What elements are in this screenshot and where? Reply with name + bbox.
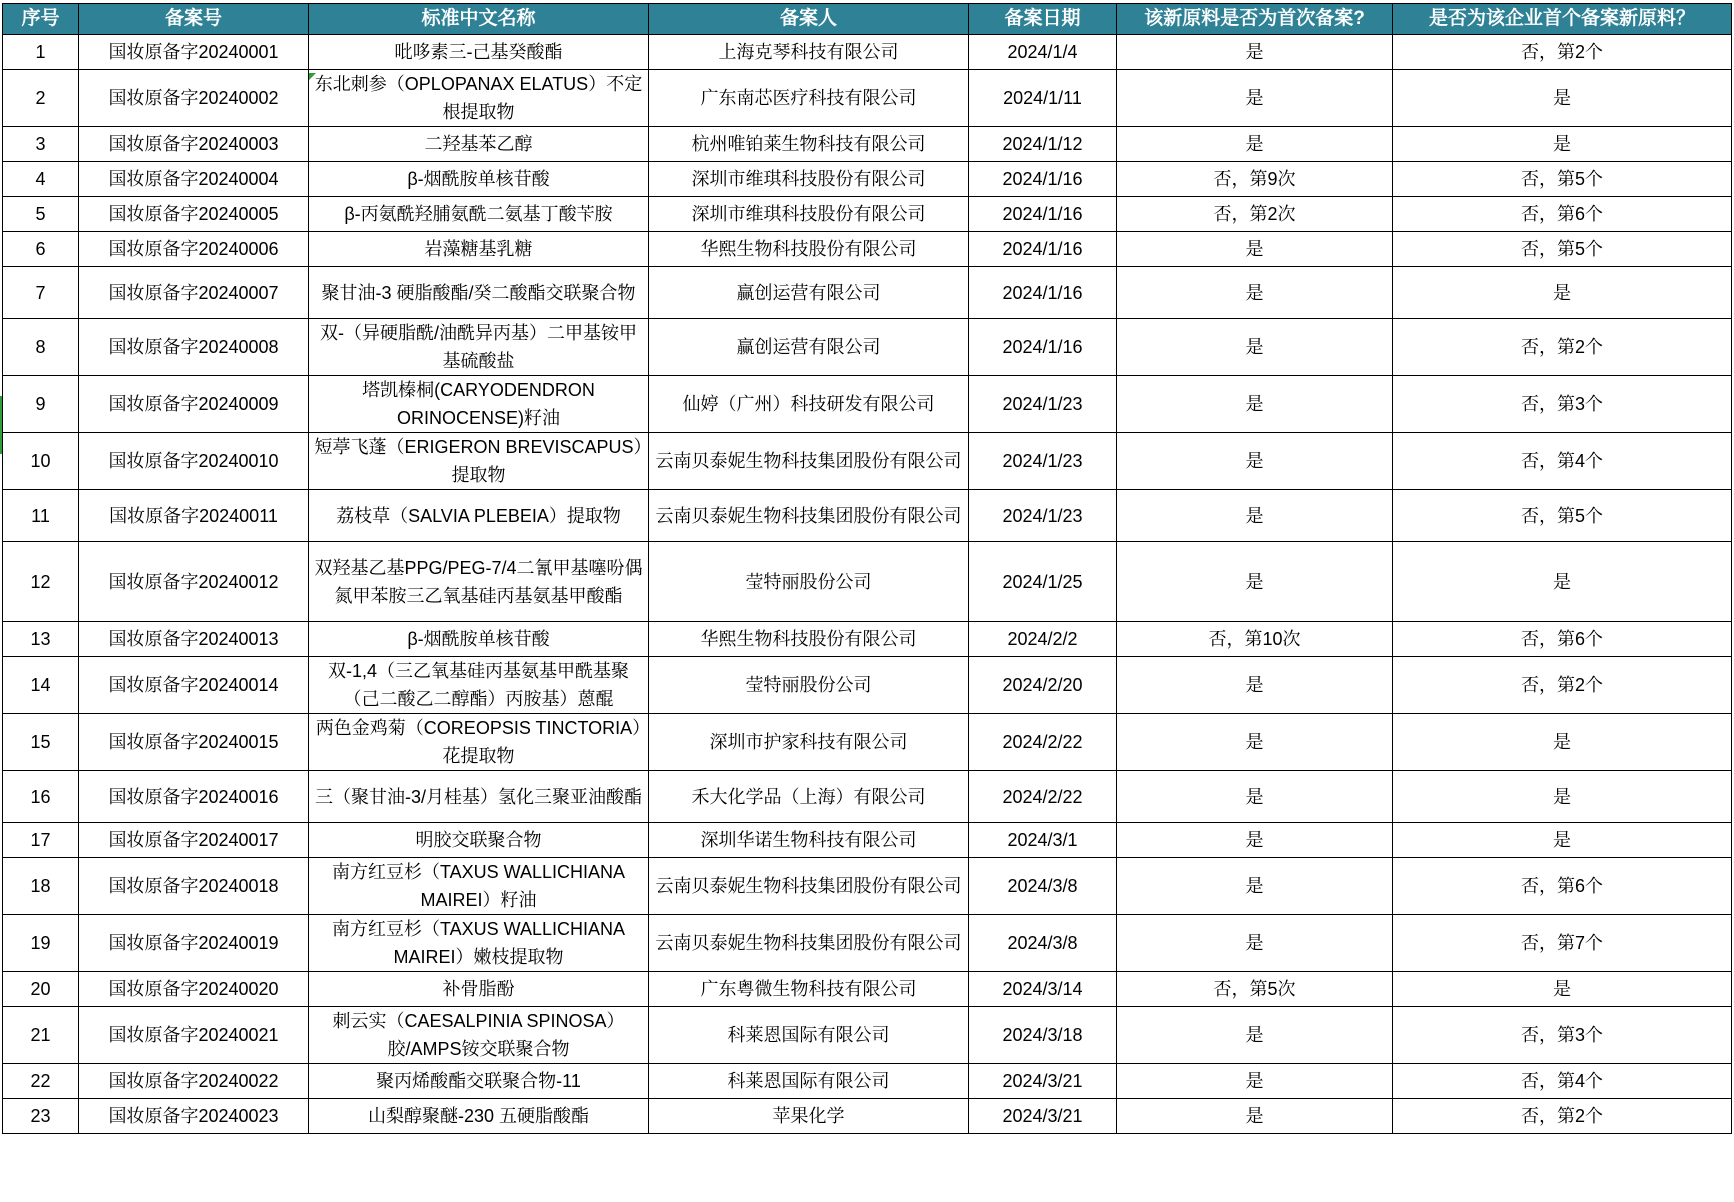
cell-chinese-name[interactable]: 聚甘油-3 硬脂酸酯/癸二酸酯交联聚合物 [309,267,649,319]
cell-first-filing[interactable]: 是 [1117,376,1393,433]
cell-applicant[interactable]: 苹果化学 [649,1099,969,1134]
cell-filing-number[interactable]: 国妆原备字20240011 [79,490,309,542]
cell-first-filing[interactable]: 是 [1117,490,1393,542]
cell-filing-date[interactable]: 2024/1/23 [969,490,1117,542]
cell-first-company-material[interactable]: 否，第2个 [1393,319,1732,376]
table-row [3,267,1732,319]
cell-filing-date[interactable]: 2024/1/16 [969,319,1117,376]
cell-chinese-name[interactable]: 塔凯榛桐(CARYODENDRON ORINOCENSE)籽油 [309,376,649,433]
cell-index[interactable]: 1 [3,35,79,70]
cell-applicant[interactable]: 禾大化学品（上海）有限公司 [649,771,969,823]
cell-applicant[interactable]: 杭州唯铂莱生物科技有限公司 [649,127,969,162]
cell-applicant[interactable]: 华熙生物科技股份有限公司 [649,622,969,657]
cell-first-filing[interactable]: 是 [1117,1099,1393,1134]
cell-first-company-material[interactable]: 是 [1393,771,1732,823]
cell-chinese-name[interactable]: 补骨脂酚 [309,972,649,1007]
table-row [3,490,1732,542]
cell-filing-date[interactable]: 2024/2/22 [969,771,1117,823]
table-row [3,823,1732,858]
table-row [3,771,1732,823]
cell-applicant[interactable]: 深圳市维琪科技股份有限公司 [649,162,969,197]
table-row [3,542,1732,622]
cell-filing-date[interactable]: 2024/3/1 [969,823,1117,858]
cell-first-company-material[interactable]: 否，第5个 [1393,232,1732,267]
cell-chinese-name[interactable]: β-烟酰胺单核苷酸 [309,622,649,657]
cell-chinese-name[interactable]: 荔枝草（SALVIA PLEBEIA）提取物 [309,490,649,542]
cell-first-company-material[interactable]: 否，第3个 [1393,376,1732,433]
cell-first-filing[interactable]: 是 [1117,771,1393,823]
cell-first-company-material[interactable]: 是 [1393,972,1732,1007]
cell-first-company-material[interactable]: 否，第5个 [1393,490,1732,542]
table-row [3,657,1732,714]
cell-first-filing[interactable]: 是 [1117,232,1393,267]
cell-filing-number[interactable]: 国妆原备字20240003 [79,127,309,162]
table-row [3,319,1732,376]
cell-filing-date[interactable]: 2024/3/8 [969,858,1117,915]
header-first-company-material[interactable]: 是否为该企业首个备案新原料？ [1393,4,1732,35]
cell-filing-date[interactable]: 2024/1/4 [969,35,1117,70]
cell-filing-date[interactable]: 2024/2/20 [969,657,1117,714]
cell-applicant[interactable]: 深圳华诺生物科技有限公司 [649,823,969,858]
cell-filing-date[interactable]: 2024/3/18 [969,1007,1117,1064]
header-chinese-name[interactable]: 标准中文名称 [309,4,649,35]
cell-first-filing[interactable]: 是 [1117,267,1393,319]
header-filing-date[interactable]: 备案日期 [969,4,1117,35]
table-row [3,622,1732,657]
cell-filing-date[interactable]: 2024/1/16 [969,267,1117,319]
table-row [3,35,1732,70]
header-applicant[interactable]: 备案人 [649,4,969,35]
cell-index[interactable]: 16 [3,771,79,823]
cell-filing-date[interactable]: 2024/1/16 [969,232,1117,267]
cell-applicant[interactable]: 莹特丽股份公司 [649,542,969,622]
cell-applicant[interactable]: 莹特丽股份公司 [649,657,969,714]
cell-applicant[interactable]: 上海克琴科技有限公司 [649,35,969,70]
cell-filing-number[interactable]: 国妆原备字20240018 [79,858,309,915]
cell-applicant[interactable]: 云南贝泰妮生物科技集团股份有限公司 [649,858,969,915]
table-body [3,35,1732,1134]
cell-first-company-material[interactable]: 否，第6个 [1393,197,1732,232]
table-row [3,1007,1732,1064]
cell-index[interactable]: 5 [3,197,79,232]
cell-first-company-material[interactable]: 是 [1393,542,1732,622]
cell-filing-date[interactable]: 2024/1/23 [969,376,1117,433]
cell-first-company-material[interactable]: 否，第4个 [1393,433,1732,490]
cell-first-company-material[interactable]: 是 [1393,714,1732,771]
cell-chinese-name[interactable]: 双羟基乙基PPG/PEG-7/4二氰甲基噻吩偶氮甲苯胺三乙氧基硅丙基氨基甲酸酯 [309,542,649,622]
cell-index[interactable]: 22 [3,1064,79,1099]
cell-index[interactable]: 14 [3,657,79,714]
cell-index[interactable]: 10 [3,433,79,490]
cell-filing-date[interactable]: 2024/1/25 [969,542,1117,622]
cell-filing-date[interactable]: 2024/3/21 [969,1064,1117,1099]
cell-filing-number[interactable]: 国妆原备字20240013 [79,622,309,657]
cell-first-company-material[interactable]: 是 [1393,267,1732,319]
table-row [3,127,1732,162]
cell-first-company-material[interactable]: 是 [1393,127,1732,162]
cell-applicant[interactable]: 赢创运营有限公司 [649,319,969,376]
cell-chinese-name[interactable]: 南方红豆杉（TAXUS WALLICHIANA MAIREI）籽油 [309,858,649,915]
cell-first-filing[interactable]: 否，第2次 [1117,197,1393,232]
cell-first-filing[interactable]: 是 [1117,657,1393,714]
cell-index[interactable]: 23 [3,1099,79,1134]
cell-filing-date[interactable]: 2024/2/2 [969,622,1117,657]
cell-first-filing[interactable]: 是 [1117,35,1393,70]
cell-filing-number[interactable]: 国妆原备字20240005 [79,197,309,232]
cell-filing-number[interactable]: 国妆原备字20240009 [79,376,309,433]
cell-applicant[interactable]: 云南贝泰妮生物科技集团股份有限公司 [649,915,969,972]
cell-filing-number[interactable]: 国妆原备字20240019 [79,915,309,972]
cell-first-filing[interactable]: 否，第5次 [1117,972,1393,1007]
cell-filing-date[interactable]: 2024/1/23 [969,433,1117,490]
table-row [3,433,1732,490]
cell-filing-number[interactable]: 国妆原备字20240001 [79,35,309,70]
cell-index[interactable]: 20 [3,972,79,1007]
cell-first-company-material[interactable]: 否，第3个 [1393,1007,1732,1064]
cell-first-filing[interactable]: 是 [1117,1007,1393,1064]
cell-filing-number[interactable]: 国妆原备字20240016 [79,771,309,823]
table-row [3,858,1732,915]
cell-index[interactable]: 6 [3,232,79,267]
cell-index[interactable]: 19 [3,915,79,972]
cell-chinese-name[interactable]: 二羟基苯乙醇 [309,127,649,162]
cell-chinese-name[interactable]: 三（聚甘油-3/月桂基）氢化三聚亚油酸酯 [309,771,649,823]
cell-applicant[interactable]: 科莱恩国际有限公司 [649,1007,969,1064]
header-first-filing[interactable]: 该新原料是否为首次备案? [1117,4,1393,35]
table-row [3,376,1732,433]
cell-filing-date[interactable]: 2024/1/11 [969,70,1117,127]
cell-applicant[interactable]: 云南贝泰妮生物科技集团股份有限公司 [649,490,969,542]
cell-filing-number[interactable]: 国妆原备字20240023 [79,1099,309,1134]
cell-index[interactable]: 8 [3,319,79,376]
cell-first-filing[interactable]: 否，第9次 [1117,162,1393,197]
cell-chinese-name[interactable]: 双-（异硬脂酰/油酰异丙基）二甲基铵甲基硫酸盐 [309,319,649,376]
cell-filing-date[interactable]: 2024/3/14 [969,972,1117,1007]
cell-first-filing[interactable]: 是 [1117,915,1393,972]
cell-index[interactable]: 17 [3,823,79,858]
cell-filing-number[interactable]: 国妆原备字20240017 [79,823,309,858]
cell-index[interactable]: 15 [3,714,79,771]
cell-first-company-material[interactable]: 否，第7个 [1393,915,1732,972]
cell-chinese-name[interactable]: 聚丙烯酸酯交联聚合物-11 [309,1064,649,1099]
cell-index[interactable]: 4 [3,162,79,197]
table-row [3,197,1732,232]
cell-applicant[interactable]: 赢创运营有限公司 [649,267,969,319]
cell-applicant[interactable]: 深圳市维琪科技股份有限公司 [649,197,969,232]
cell-first-company-material[interactable]: 否，第6个 [1393,622,1732,657]
cell-filing-date[interactable]: 2024/3/8 [969,915,1117,972]
cell-applicant[interactable]: 云南贝泰妮生物科技集团股份有限公司 [649,433,969,490]
cell-filing-date[interactable]: 2024/2/22 [969,714,1117,771]
cell-filing-number[interactable]: 国妆原备字20240014 [79,657,309,714]
cell-filing-number[interactable]: 国妆原备字20240022 [79,1064,309,1099]
cell-filing-number[interactable]: 国妆原备字20240002 [79,70,309,127]
cell-applicant[interactable]: 科莱恩国际有限公司 [649,1064,969,1099]
cell-first-filing[interactable]: 是 [1117,127,1393,162]
cell-chinese-name[interactable]: 明胶交联聚合物 [309,823,649,858]
cell-index[interactable]: 2 [3,70,79,127]
cell-chinese-name[interactable]: 山梨醇聚醚-230 五硬脂酸酯 [309,1099,649,1134]
cell-first-company-material[interactable]: 否，第2个 [1393,1099,1732,1134]
cell-filing-date[interactable]: 2024/3/21 [969,1099,1117,1134]
cell-filing-number[interactable]: 国妆原备字20240008 [79,319,309,376]
cell-first-filing[interactable]: 是 [1117,858,1393,915]
cell-filing-date[interactable]: 2024/1/16 [969,197,1117,232]
cell-chinese-name[interactable]: 岩藻糖基乳糖 [309,232,649,267]
cell-applicant[interactable]: 华熙生物科技股份有限公司 [649,232,969,267]
cell-filing-number[interactable]: 国妆原备字20240007 [79,267,309,319]
cell-chinese-name[interactable]: 刺云实（CAESALPINIA SPINOSA）胶/AMPS铵交联聚合物 [309,1007,649,1064]
cell-first-filing[interactable]: 是 [1117,319,1393,376]
cell-first-company-material[interactable]: 是 [1393,823,1732,858]
cell-filing-number[interactable]: 国妆原备字20240004 [79,162,309,197]
cell-index[interactable]: 18 [3,858,79,915]
cell-index[interactable]: 12 [3,542,79,622]
cell-index[interactable]: 13 [3,622,79,657]
cell-first-company-material[interactable]: 否，第4个 [1393,1064,1732,1099]
cell-filing-number[interactable]: 国妆原备字20240006 [79,232,309,267]
table-row [3,915,1732,972]
table-row [3,1099,1732,1134]
cell-filing-number[interactable]: 国妆原备字20240021 [79,1007,309,1064]
header-index[interactable]: 序号 [3,4,79,35]
cell-filing-number[interactable]: 国妆原备字20240015 [79,714,309,771]
cell-filing-number[interactable]: 国妆原备字20240020 [79,972,309,1007]
cell-index[interactable]: 21 [3,1007,79,1064]
cell-chinese-name[interactable]: 双-1,4（三乙氧基硅丙基氨基甲酰基聚（己二酸乙二醇酯）丙胺基）蒽醌 [309,657,649,714]
cell-chinese-name[interactable]: 东北刺参（OPLOPANAX ELATUS）不定根提取物 [309,70,649,127]
cell-index[interactable]: 3 [3,127,79,162]
cell-first-filing[interactable]: 是 [1117,714,1393,771]
cell-filing-date[interactable]: 2024/1/16 [969,162,1117,197]
table-row [3,972,1732,1007]
cell-filing-date[interactable]: 2024/1/12 [969,127,1117,162]
table-row [3,1064,1732,1099]
cell-first-filing[interactable]: 是 [1117,70,1393,127]
table-row [3,714,1732,771]
cell-first-filing[interactable]: 否，第10次 [1117,622,1393,657]
cell-index[interactable]: 7 [3,267,79,319]
table-row [3,232,1732,267]
header-row [3,4,1732,35]
cell-chinese-name[interactable]: 南方红豆杉（TAXUS WALLICHIANA MAIREI）嫩枝提取物 [309,915,649,972]
cell-chinese-name[interactable]: 短葶飞蓬（ERIGERON BREVISCAPUS）提取物 [309,433,649,490]
cell-first-company-material[interactable]: 否，第2个 [1393,35,1732,70]
cell-index[interactable]: 9 [3,376,79,433]
cell-first-company-material[interactable]: 否，第2个 [1393,657,1732,714]
cell-first-filing[interactable]: 是 [1117,433,1393,490]
table-row [3,70,1732,127]
cell-chinese-name[interactable]: 吡哆素三-己基癸酸酯 [309,35,649,70]
cell-applicant[interactable]: 深圳市护家科技有限公司 [649,714,969,771]
cell-index[interactable]: 11 [3,490,79,542]
cell-first-filing[interactable]: 是 [1117,542,1393,622]
table-row [3,162,1732,197]
cell-filing-number[interactable]: 国妆原备字20240012 [79,542,309,622]
cell-chinese-name[interactable]: β-丙氨酰羟脯氨酰二氨基丁酸苄胺 [309,197,649,232]
cell-first-filing[interactable]: 是 [1117,1064,1393,1099]
cell-first-company-material[interactable]: 是 [1393,70,1732,127]
cell-first-company-material[interactable]: 否，第6个 [1393,858,1732,915]
cell-first-filing[interactable]: 是 [1117,823,1393,858]
cell-applicant[interactable]: 仙婷（广州）科技研发有限公司 [649,376,969,433]
cell-applicant[interactable]: 广东南芯医疗科技有限公司 [649,70,969,127]
header-filing-number[interactable]: 备案号 [79,4,309,35]
filing-table [2,3,1732,1134]
cell-first-company-material[interactable]: 否，第5个 [1393,162,1732,197]
cell-applicant[interactable]: 广东粤微生物科技有限公司 [649,972,969,1007]
cell-filing-number[interactable]: 国妆原备字20240010 [79,433,309,490]
cell-chinese-name[interactable]: 两色金鸡菊（COREOPSIS TINCTORIA）花提取物 [309,714,649,771]
cell-chinese-name[interactable]: β-烟酰胺单核苷酸 [309,162,649,197]
